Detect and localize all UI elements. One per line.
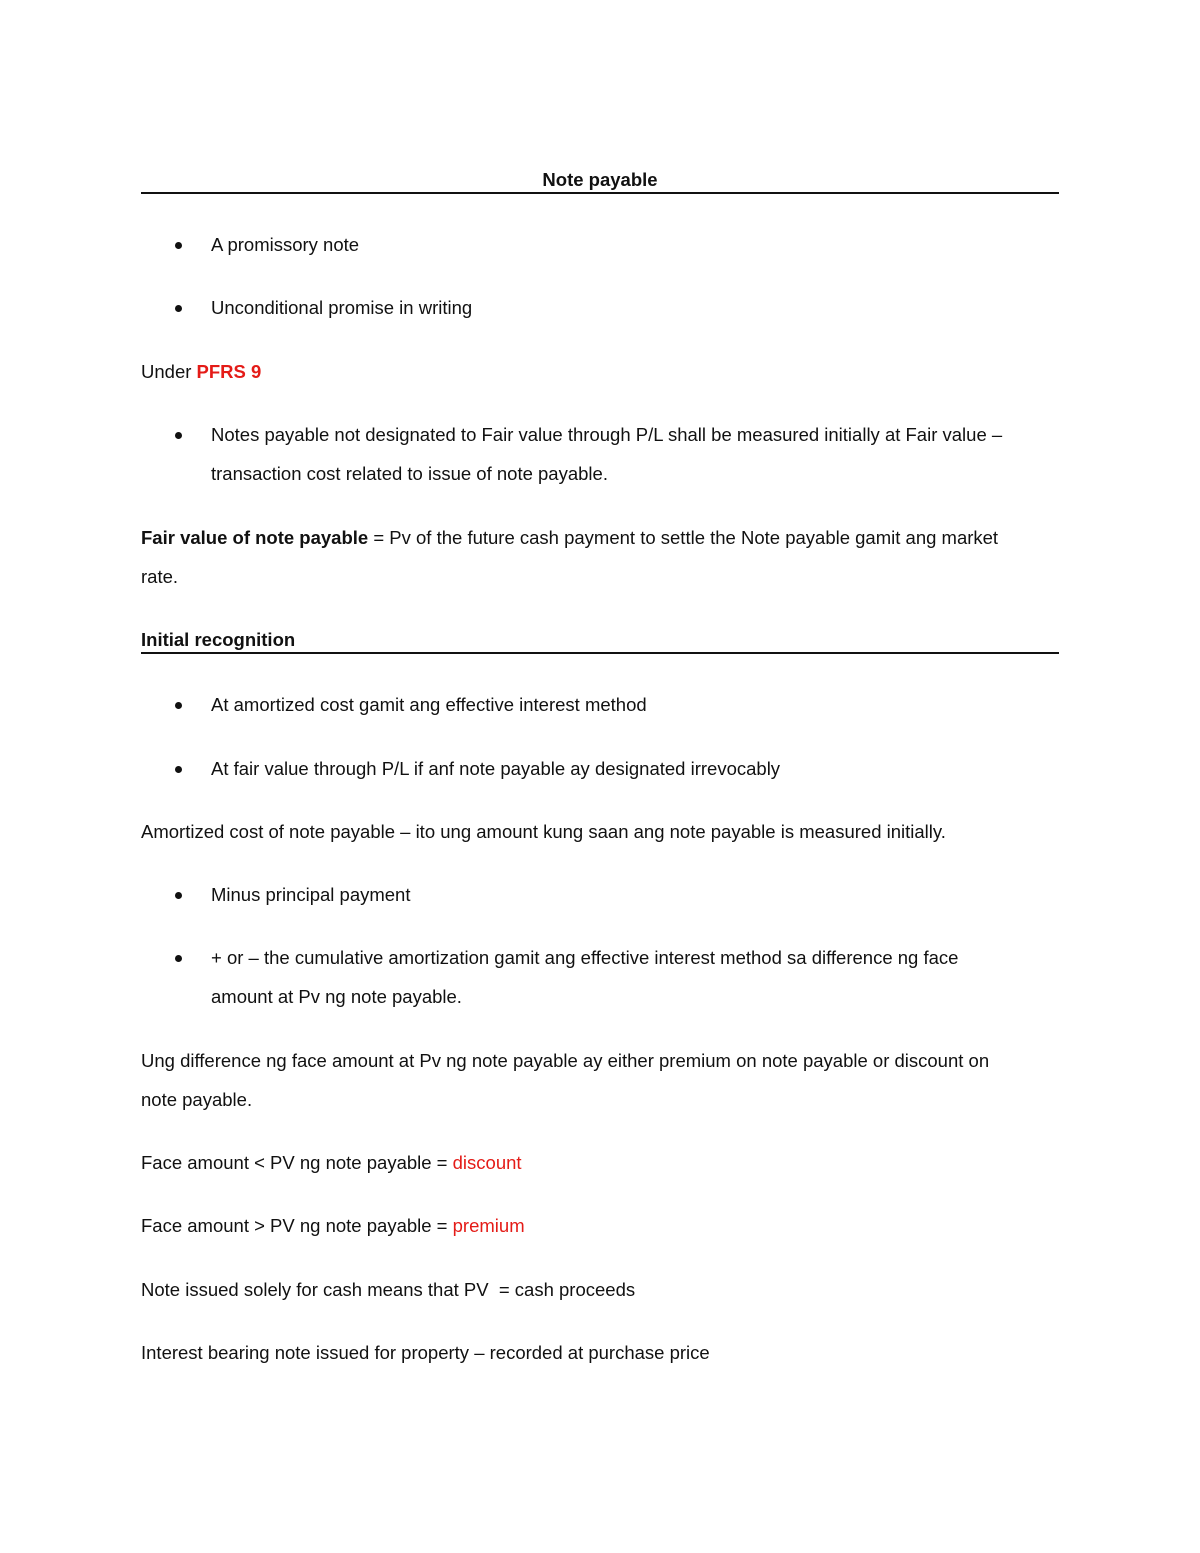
bullet-icon — [175, 432, 182, 439]
bullet-icon — [175, 702, 182, 709]
list-item-continuation — [141, 984, 1059, 1010]
list-item — [141, 422, 1059, 448]
bullet-text: Notes payable not designated to Fair value through P/L shall be measured initially at Fair value – — [211, 424, 1003, 445]
list-item — [141, 882, 1059, 908]
title-underline — [141, 192, 1059, 194]
list-item — [141, 232, 1059, 258]
difference-paragraph: Ung difference ng face amount at Pv ng note payable ay either premium on note payable or discount on — [141, 1050, 990, 1071]
under-prefix: Under — [141, 361, 197, 382]
list-item — [141, 756, 1059, 782]
standard-name: PFRS 9 — [196, 361, 262, 382]
list-item — [141, 945, 1059, 971]
section-underline — [141, 652, 1059, 654]
premium-rule — [141, 1213, 1059, 1239]
bullet-text: amount at Pv ng note payable. — [211, 986, 462, 1007]
difference-paragraph-end: note payable. — [141, 1089, 253, 1110]
bullet-icon — [175, 242, 182, 249]
property-note-rule: Interest bearing note issued for property – recorded at purchase price — [141, 1342, 710, 1363]
list-item-continuation — [141, 461, 1059, 487]
list-item — [141, 692, 1059, 718]
amortized-cost-definition: Amortized cost of note payable – ito ung amount kung saan ang note payable is measured initially. — [141, 821, 946, 842]
section-heading: Initial recognition — [141, 629, 296, 650]
fair-value-label: Fair value of note payable — [141, 527, 369, 548]
bullet-text: At amortized cost gamit ang effective interest method — [211, 694, 647, 715]
page-title: Note payable — [542, 169, 658, 190]
bullet-icon — [175, 766, 182, 773]
fair-value-text: = Pv of the future cash payment to settle the Note payable gamit ang market — [368, 527, 999, 548]
premium-word: premium — [452, 1215, 525, 1236]
fair-value-continuation — [141, 564, 1059, 590]
bullet-text: Unconditional promise in writing — [211, 297, 473, 318]
fair-value-definition — [141, 525, 1059, 551]
discount-word: discount — [452, 1152, 522, 1173]
discount-rule-text: Face amount < PV ng note payable = — [141, 1152, 453, 1173]
list-item — [141, 295, 1059, 321]
bullet-icon — [175, 955, 182, 962]
bullet-text: + or – the cumulative amortization gamit ang effective interest method sa difference ng face — [211, 947, 959, 968]
bullet-text: At fair value through P/L if anf note payable ay designated irrevocably — [211, 758, 781, 779]
bullet-text: Minus principal payment — [211, 884, 411, 905]
cash-note-rule: Note issued solely for cash means that PV = cash proceeds — [141, 1279, 636, 1300]
bullet-text: transaction cost related to issue of note payable. — [211, 463, 608, 484]
bullet-icon — [175, 892, 182, 899]
under-standard-line — [141, 359, 1059, 385]
fair-value-text-end: rate. — [141, 566, 179, 587]
discount-rule — [141, 1150, 1059, 1176]
bullet-text: A promissory note — [211, 234, 360, 255]
bullet-icon — [175, 305, 182, 312]
premium-rule-text: Face amount > PV ng note payable = — [141, 1215, 453, 1236]
